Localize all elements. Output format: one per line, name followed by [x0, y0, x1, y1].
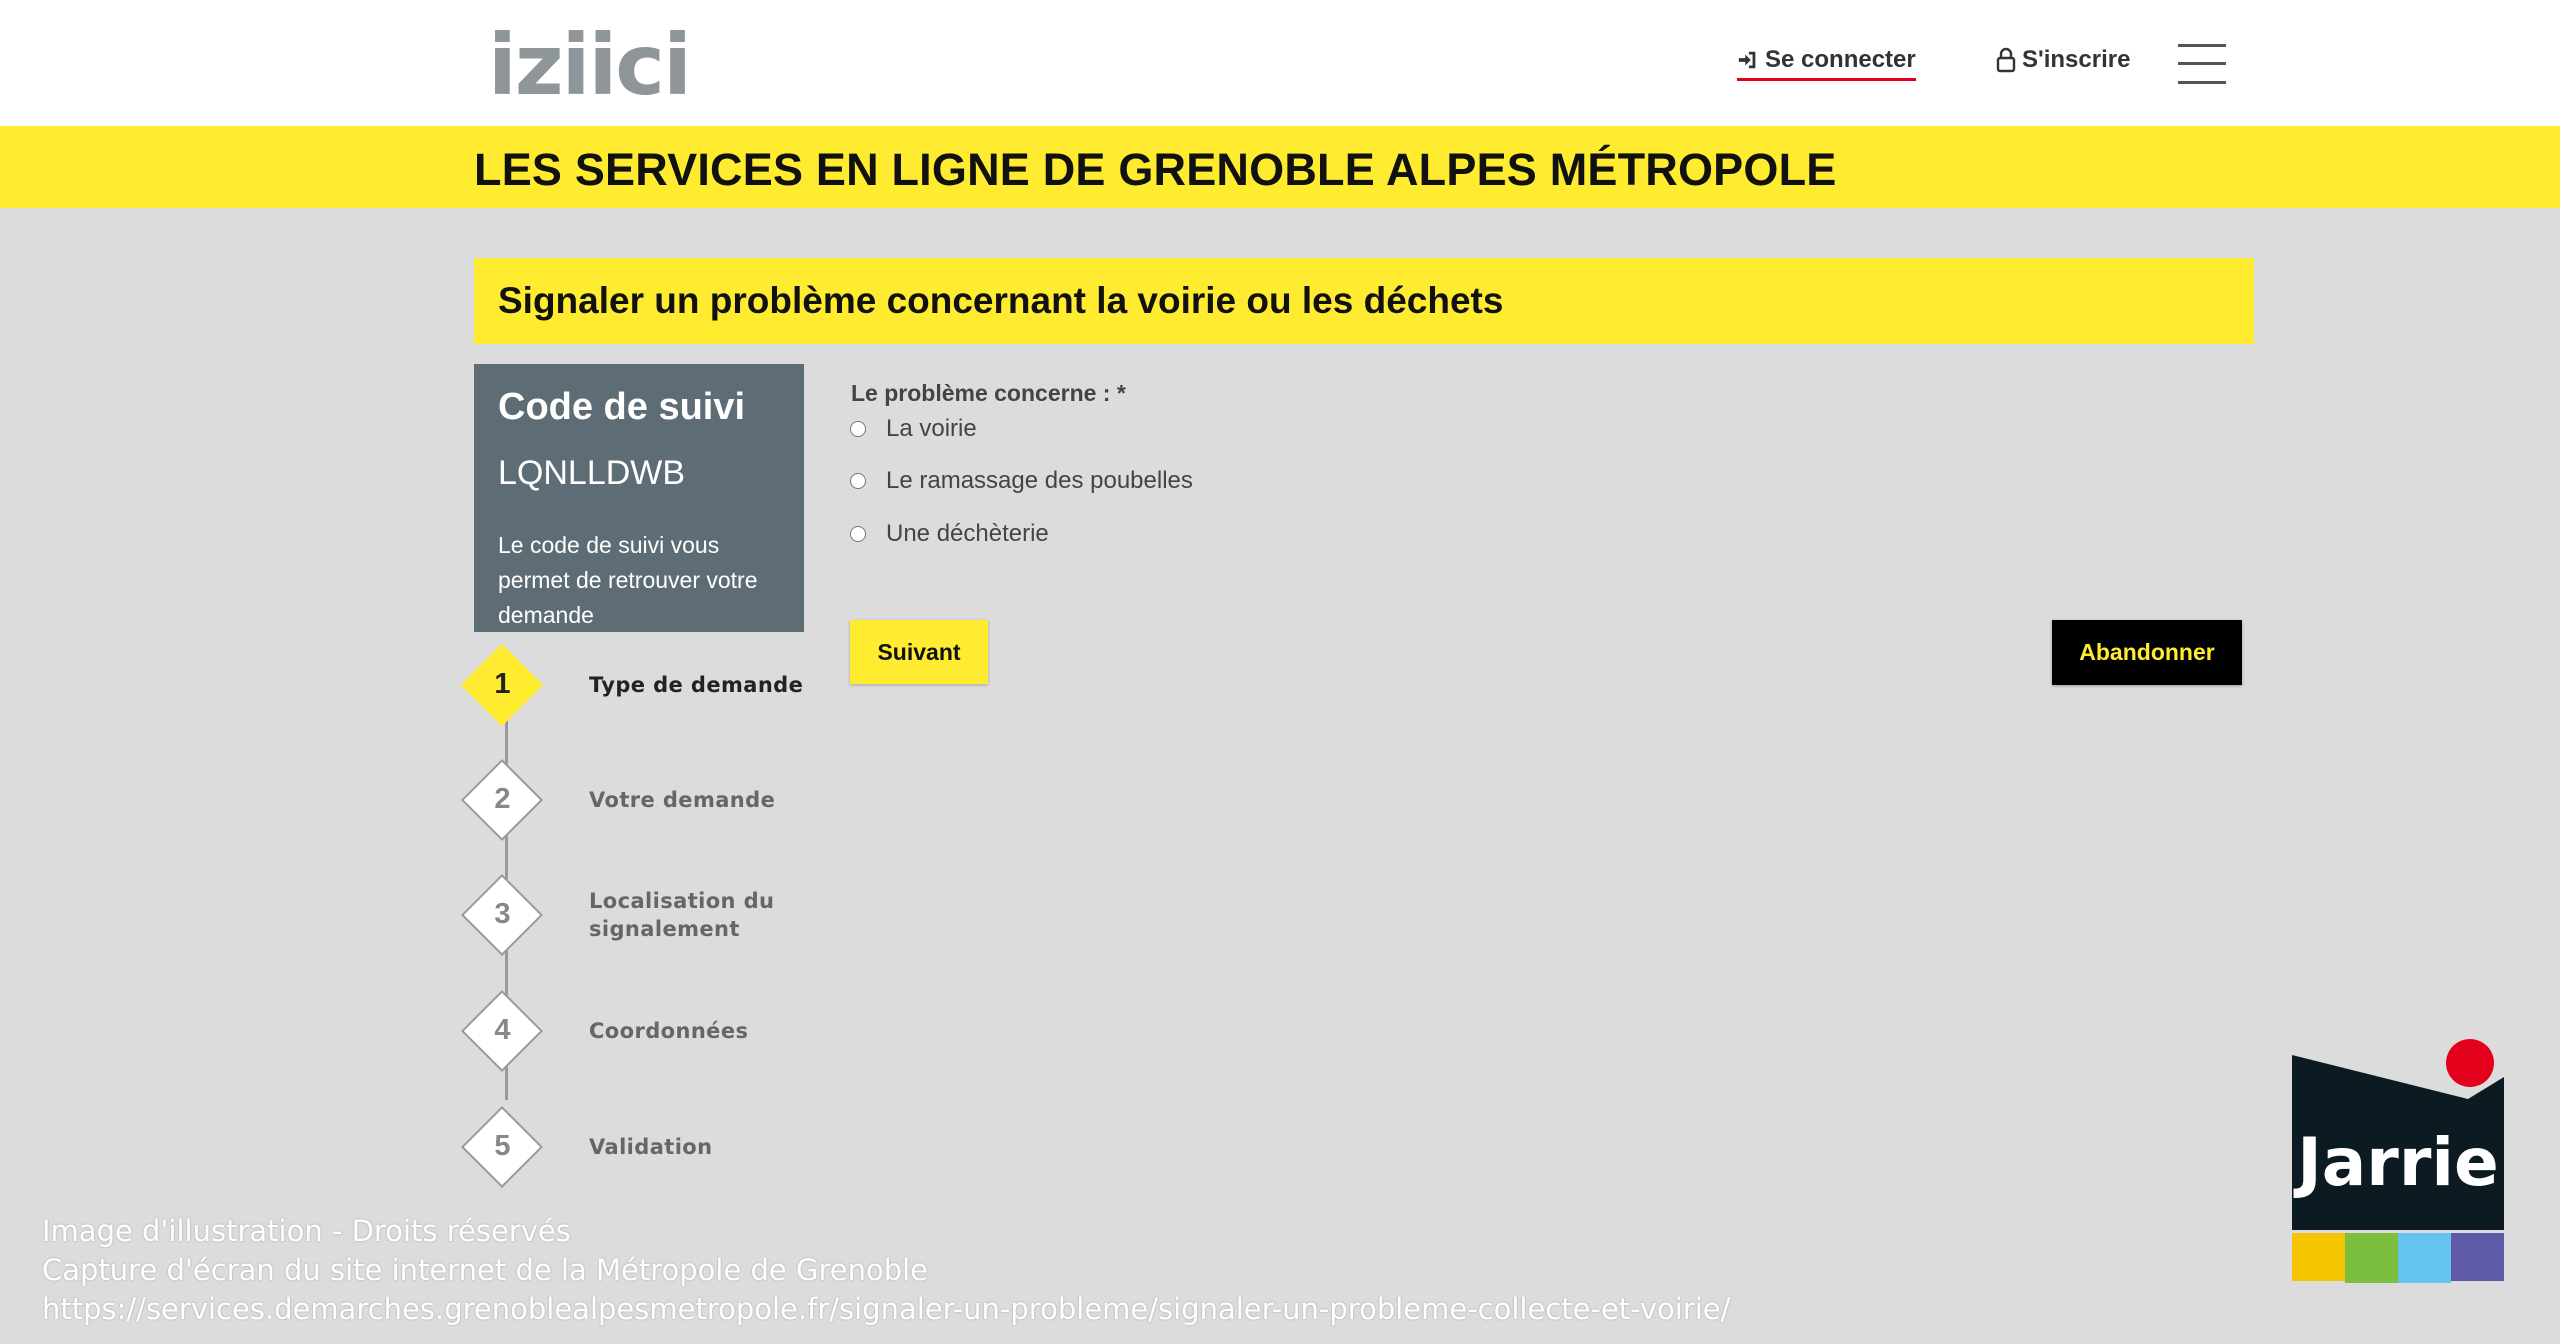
progress-steps	[450, 640, 830, 1200]
required-mark: *	[1116, 380, 1126, 406]
banner-title: LES SERVICES EN LIGNE DE GRENOBLE ALPES MÉTROPOLE	[474, 144, 1837, 195]
tracking-panel	[474, 364, 804, 632]
problem-question	[851, 380, 1126, 407]
step-label: Type de demande	[589, 673, 804, 697]
option-label: Une déchèterie	[886, 520, 1049, 547]
step-number: 4	[494, 1014, 511, 1046]
step-label: Localisation du signalement	[589, 889, 775, 941]
next-button[interactable]: Suivant	[850, 620, 988, 684]
step-number: 5	[494, 1130, 511, 1162]
step-1	[450, 640, 830, 730]
option-label: Le ramassage des poubelles	[886, 467, 1193, 494]
site-header	[0, 0, 2560, 126]
register-label: S'inscrire	[2022, 46, 2131, 73]
site-banner	[0, 126, 2560, 208]
step-5	[450, 1102, 830, 1192]
iziici-logo[interactable]	[488, 16, 690, 114]
caption-rights: Image d'illustration - Droits réservés	[42, 1214, 571, 1248]
tracking-title: Code de suivi	[498, 386, 746, 428]
step-number: 1	[494, 668, 511, 700]
step-label: Validation	[589, 1135, 713, 1159]
step-label: Votre demande	[589, 788, 776, 812]
caption-url: https://services.demarches.grenoblealpesmetropole.fr/signaler-un-probleme/signaler-un-probleme-collecte-et-voirie/	[42, 1292, 1731, 1326]
option-voirie[interactable]	[850, 415, 977, 443]
jarrie-logo	[2290, 1035, 2510, 1290]
logo-text: iziici	[488, 16, 690, 114]
abandon-button[interactable]: Abandonner	[2052, 620, 2242, 685]
option-decheterie[interactable]	[850, 520, 1049, 548]
radio-button[interactable]	[850, 421, 866, 437]
login-link[interactable]	[1737, 46, 1916, 81]
question-text: Le problème concerne :	[851, 380, 1111, 406]
jarrie-logo-text: Jarrie	[2297, 1124, 2499, 1201]
option-label: La voirie	[886, 415, 977, 442]
step-label: Coordonnées	[589, 1019, 749, 1043]
tracking-code: LQNLLDWB	[498, 454, 686, 492]
tracking-description: Le code de suivi vous permet de retrouver votre demande	[498, 532, 758, 628]
step-3	[450, 870, 830, 960]
radio-button[interactable]	[850, 473, 866, 489]
option-ramassage-poubelles[interactable]	[850, 467, 1193, 495]
step-2	[450, 755, 830, 845]
step-4	[450, 986, 830, 1076]
lock-icon	[1996, 47, 2016, 73]
page-title: Signaler un problème concernant la voirie ou les déchets	[498, 280, 1504, 321]
sign-in-icon	[1737, 49, 1759, 71]
step-number: 2	[494, 783, 511, 815]
register-link[interactable]	[1996, 46, 2130, 74]
login-label: Se connecter	[1765, 46, 1916, 73]
hamburger-menu-icon[interactable]	[2178, 44, 2226, 84]
caption-source: Capture d'écran du site internet de la Métropole de Grenoble	[42, 1253, 929, 1287]
radio-button[interactable]	[850, 526, 866, 542]
image-caption	[42, 1212, 1730, 1329]
step-number: 3	[494, 898, 511, 930]
page-heading	[474, 258, 2254, 344]
